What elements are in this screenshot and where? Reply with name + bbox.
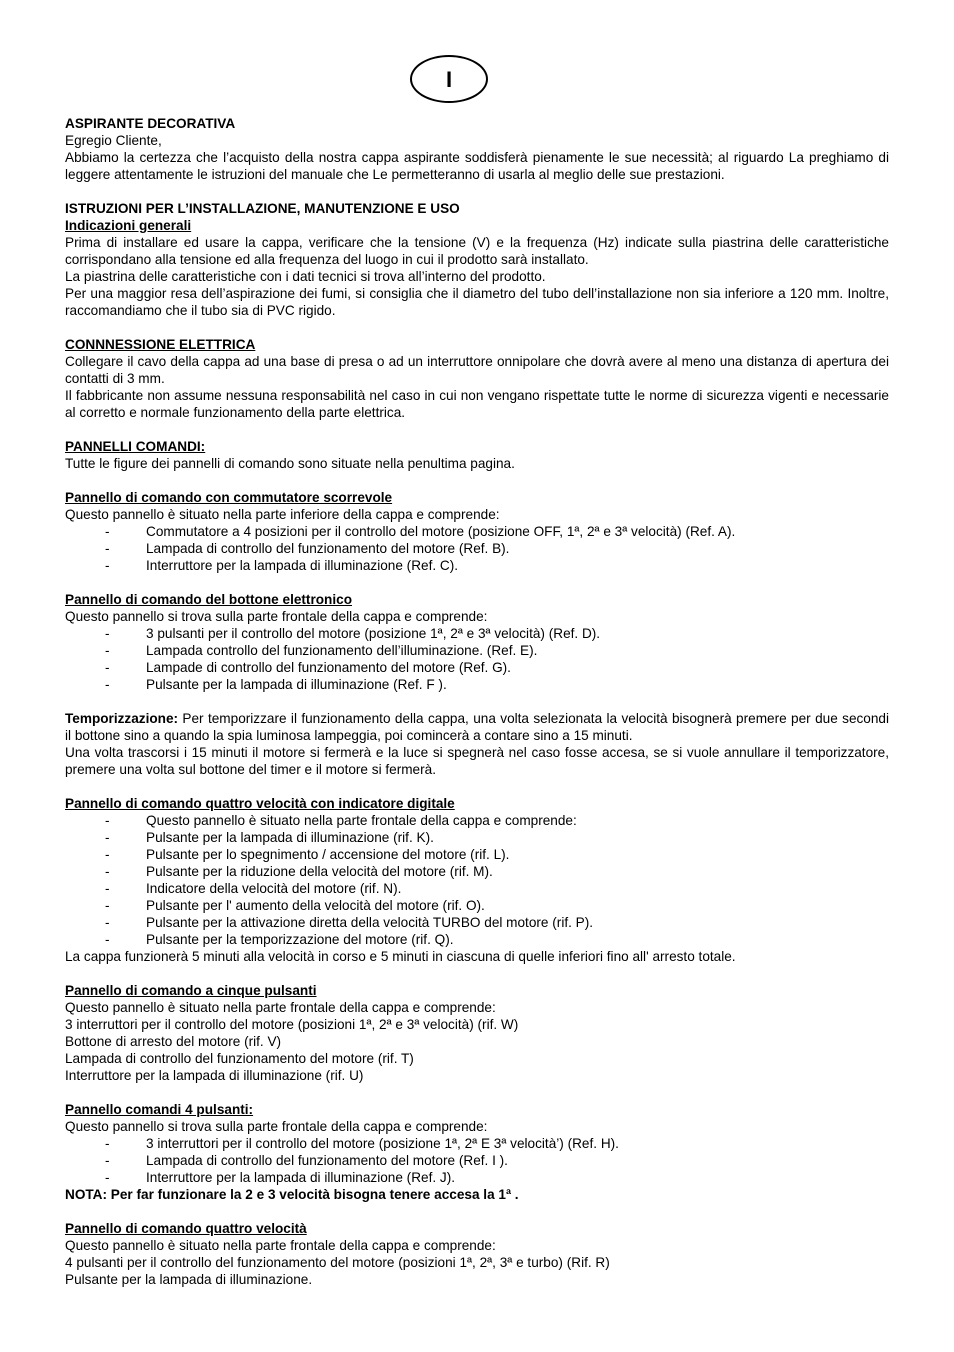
paragraph: Questo pannello è situato nella parte frontale della cappa e comprende: xyxy=(65,1238,496,1253)
paragraph: Questo pannello è situato nella parte frontale della cappa e comprende: xyxy=(65,1000,496,1015)
paragraph: Per una maggior resa dell’aspirazione dei fumi, si consiglia che il diametro del tubo dell’installazione non sia inferiore a 120 mm. Inoltre, raccomandiamo che il tubo sia di PVC rigido. xyxy=(65,286,889,318)
section-title: Pannello di comando con commutatore scorrevole xyxy=(65,490,393,505)
list-item: - Pulsante per la lampada di illuminazione (Ref. F ). xyxy=(105,677,447,692)
paragraph: Il fabbricante non assume nessuna responsabilità nel caso in cui non vengano rispettate tutte le norme di sicurezza vigenti e necessarie al corretto e normale funzionamento della parte elettrica. xyxy=(65,388,889,420)
paragraph: Collegare il cavo della cappa ad una base di presa o ad un interruttore onnipolare che dovrà avere al meno una distanza di apertura dei contatti di 3 mm. xyxy=(65,354,889,386)
list-item: - Indicatore della velocità del motore (rif. N). xyxy=(105,881,402,896)
paragraph: Questo pannello è situato nella parte inferiore della cappa e comprende: xyxy=(65,507,500,522)
list-item: - Lampada controllo del funzionamento dell’illuminazione. (Ref. E). xyxy=(105,643,538,658)
list-item: - Pulsante per la temporizzazione del motore (rif. Q). xyxy=(105,932,454,947)
list-item: - Lampade di controllo del funzionamento del motore (Ref. G). xyxy=(105,660,511,675)
section-title: ASPIRANTE DECORATIVA xyxy=(65,116,236,131)
section-title: ISTRUZIONI PER L’INSTALLAZIONE, MANUTENZIONE E USO xyxy=(65,201,460,216)
list-item: - Pulsante per la attivazione diretta della velocità TURBO del motore (rif. P). xyxy=(105,915,594,930)
list-item: - Pulsante per la lampada di illuminazione (rif. K). xyxy=(105,830,434,845)
list-item: - Pulsante per lo spegnimento / accensione del motore (rif. L). xyxy=(105,847,510,862)
section-title: Pannello di comando quattro velocità xyxy=(65,1221,307,1236)
section-title: Pannello di comando del bottone elettronico xyxy=(65,592,352,607)
language-badge xyxy=(410,55,488,103)
paragraph: La cappa funzionerà 5 minuti alla velocità in corso e 5 minuti in ciascuna di quelle inferiori fino all' arresto totale. xyxy=(65,949,736,964)
paragraph: Questo pannello si trova sulla parte frontale della cappa e comprende: xyxy=(65,609,488,624)
paragraph: Lampada di controllo del funzionamento del motore (rif. T) xyxy=(65,1051,414,1066)
section-title: PANNELLI COMANDI: xyxy=(65,439,206,454)
document-body xyxy=(65,115,889,1288)
list-item: - Pulsante per l' aumento della velocità del motore (rif. O). xyxy=(105,898,485,913)
paragraph: Pulsante per la lampada di illuminazione. xyxy=(65,1272,313,1287)
list-item: - Interruttore per la lampada di illuminazione (Ref. C). xyxy=(105,558,459,573)
paragraph: Interruttore per la lampada di illuminazione (rif. U) xyxy=(65,1068,364,1083)
list-item: - 3 pulsanti per il controllo del motore (posizione 1ª, 2ª e 3ª velocità) (Ref. D). xyxy=(105,626,601,641)
intro-paragraph: Abbiamo la certezza che l’acquisto della nostra cappa aspirante soddisferà pienamente le sue necessità; al riguardo La preghiamo di leggere attentamente le istruzioni del manuale che Le permetteranno di usarla al meglio delle sue prestazioni. xyxy=(65,150,889,182)
language-badge-label: I xyxy=(445,66,453,92)
paragraph: Bottone di arresto del motore (rif. V) xyxy=(65,1034,282,1049)
paragraph: 4 pulsanti per il controllo del funzionamento del motore (posizioni 1ª, 2ª, 3ª e turbo) (Rif. R) xyxy=(65,1255,610,1270)
timer-paragraph: Temporizzazione: Per temporizzare il funzionamento della cappa, una volta selezionata la velocità bisognerà premere per due secondi il bottone sino a quando la spia luminosa lampeggia, poi comincerà a contare sino a 15 minuti. xyxy=(65,711,889,743)
section-title: Pannello di comando quattro velocità con indicatore digitale xyxy=(65,796,455,811)
paragraph: Questo pannello si trova sulla parte frontale della cappa e comprende: xyxy=(65,1119,488,1134)
paragraph: Tutte le figure dei pannelli di comando sono situate nella penultima pagina. xyxy=(65,456,515,471)
list-item: - Interruttore per la lampada di illuminazione (Ref. J). xyxy=(105,1170,456,1185)
paragraph: La piastrina delle caratteristiche con i dati tecnici si trova all’interno del prodotto. xyxy=(65,269,546,284)
subsection-title: Indicazioni generali xyxy=(65,218,192,233)
note: NOTA: Per far funzionare la 2 e 3 velocità bisogna tenere accesa la 1ª . xyxy=(65,1187,519,1202)
greeting: Egregio Cliente, xyxy=(65,133,162,148)
list-item: - Commutatore a 4 posizioni per il controllo del motore (posizione OFF, 1ª, 2ª e 3ª velocità) (Ref. A). xyxy=(105,524,736,539)
paragraph: Una volta trascorsi i 15 minuti il motore si fermerà e la luce si spegnerà nel caso fosse accesa, se si vuole annullare il temporizzatore, premere una volta sul bottone del timer e il motore si fermerà. xyxy=(65,745,889,777)
paragraph: 3 interruttori per il controllo del motore (posizioni 1ª, 2ª e 3ª velocità) (rif. W) xyxy=(65,1017,519,1032)
timer-label: Temporizzazione: xyxy=(65,711,179,726)
section-title: Pannello di comando a cinque pulsanti xyxy=(65,983,317,998)
list-item: - Pulsante per la riduzione della velocità del motore (rif. M). xyxy=(105,864,493,879)
list-item: - 3 interruttori per il controllo del motore (posizione 1ª, 2ª E 3ª velocità’) (Ref. H). xyxy=(105,1136,619,1151)
list-item: - Lampada di controllo del funzionamento del motore (Ref. B). xyxy=(105,541,510,556)
list-item: - Lampada di controllo del funzionamento del motore (Ref. I ). xyxy=(105,1153,508,1168)
section-title: Pannello comandi 4 pulsanti: xyxy=(65,1102,254,1117)
paragraph: Prima di installare ed usare la cappa, verificare che la tensione (V) e la frequenza (Hz) indicate sulla piastrina delle caratteristiche corrispondano alla tensione ed alla frequenza del luogo in cui il prodotto sarà installato. xyxy=(65,235,889,267)
list-item: - Questo pannello è situato nella parte frontale della cappa e comprende: xyxy=(105,813,577,828)
section-title: CONNNESSIONE ELETTRICA xyxy=(65,337,256,352)
